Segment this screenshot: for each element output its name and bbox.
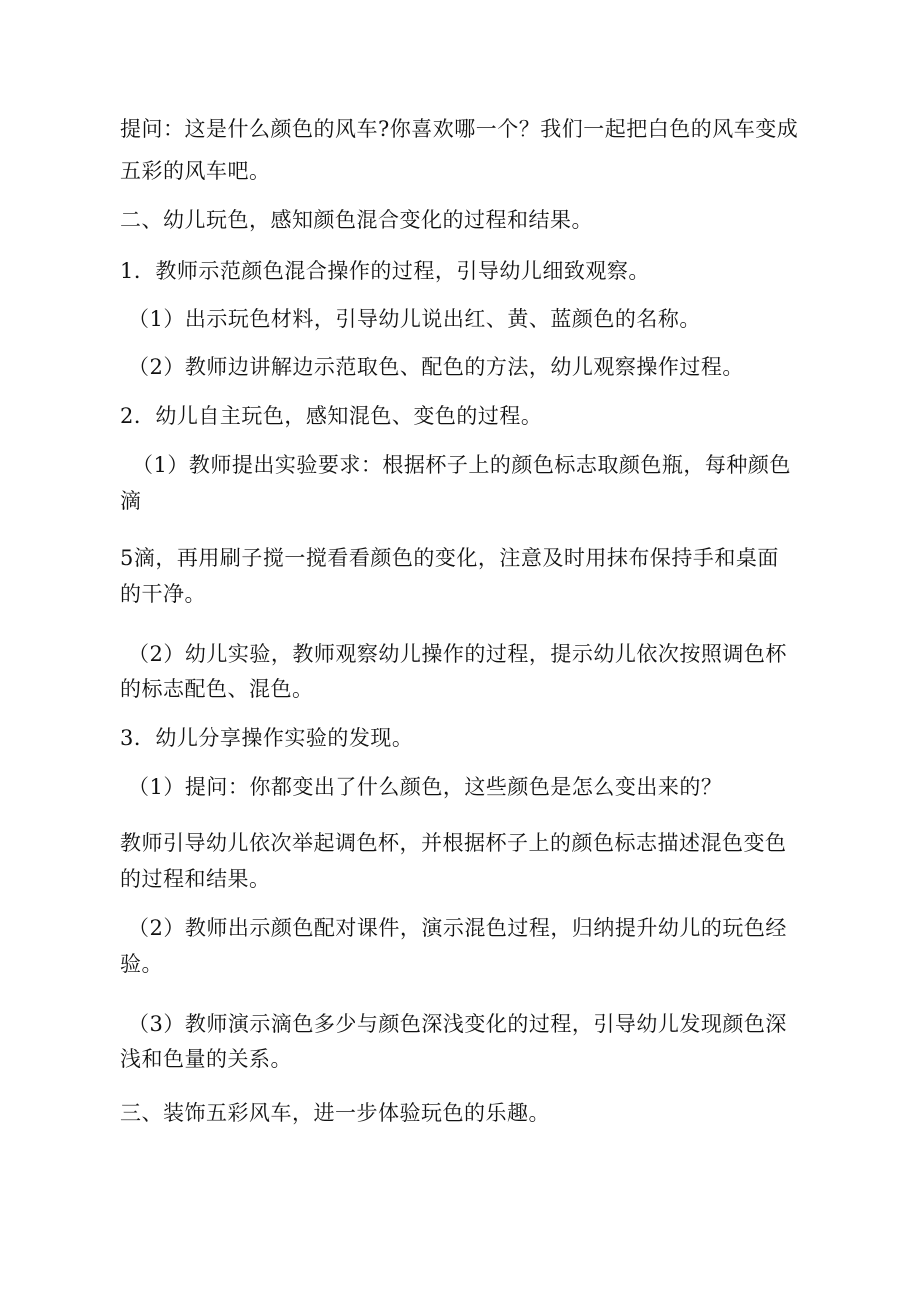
text-line: 5滴，再用刷子搅一搅看看颜色的变化，注意及时用抹布保持手和桌面 (120, 546, 779, 570)
text-line: 的过程和结果。 (120, 867, 271, 891)
text-line: 五彩的风车吧。 (120, 159, 271, 183)
text-line: （1）教师提出实验要求：根据杯子上的颜色标志取颜色瓶，每种颜色 (132, 453, 791, 477)
text-line: 提问：这是什么颜色的风车?你喜欢哪一个？我们一起把白色的风车变成 (120, 117, 799, 141)
step-heading: 2．幼儿自主玩色，感知混色、变色的过程。 (120, 404, 543, 428)
section-heading: 二、幼儿玩色，感知颜色混合变化的过程和结果。 (120, 208, 593, 232)
text-line: （2）教师边讲解边示范取色、配色的方法，幼儿观察操作过程。 (128, 355, 744, 379)
step-heading: 3．幼儿分享操作实验的发现。 (120, 726, 414, 750)
step-heading: 1．教师示范颜色混合操作的过程，引导幼儿细致观察。 (120, 259, 650, 283)
text-line: （1）出示玩色材料，引导幼儿说出红、黄、蓝颜色的名称。 (128, 307, 701, 331)
text-line: （3）教师演示滴色多少与颜色深浅变化的过程，引导幼儿发现颜色深 (128, 1012, 787, 1036)
text-line: （2）教师出示颜色配对课件，演示混色过程，归纳提升幼儿的玩色经 (128, 916, 787, 940)
text-line: 验。 (120, 952, 163, 976)
text-line: 浅和色量的关系。 (120, 1047, 292, 1071)
text-line: 的标志配色、混色。 (120, 677, 314, 701)
section-heading: 三、装饰五彩风车，进一步体验玩色的乐趣。 (120, 1101, 550, 1125)
text-line: 教师引导幼儿依次举起调色杯，并根据杯子上的颜色标志描述混色变色 (120, 831, 787, 855)
text-line: （2）幼儿实验，教师观察幼儿操作的过程，提示幼儿依次按照调色杯 (128, 642, 787, 666)
text-line: （1）提问：你都变出了什么颜色，这些颜色是怎么变出来的？ (128, 775, 723, 799)
text-line: 的干净。 (120, 582, 206, 606)
text-line: 滴 (120, 489, 142, 513)
